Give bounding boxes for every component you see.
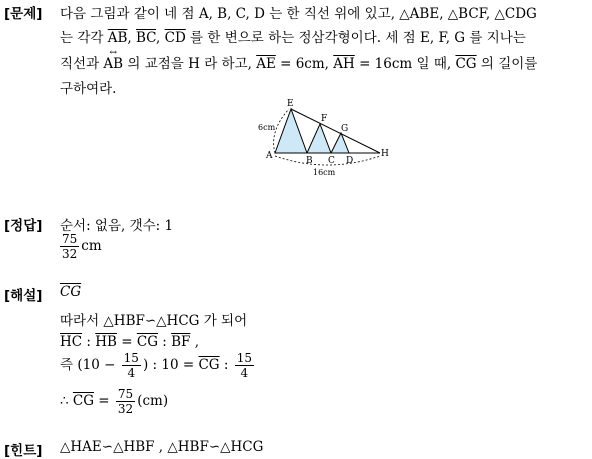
label-d: D bbox=[346, 156, 354, 166]
text: 즉 (10 − bbox=[60, 357, 120, 373]
triangle-abe bbox=[275, 109, 307, 153]
segment-ae: $\overline{AE}$ bbox=[256, 56, 276, 72]
denominator: 32 bbox=[117, 402, 134, 416]
text: = bbox=[116, 334, 137, 350]
segment-cg: $\overline{CG}$ bbox=[455, 56, 477, 72]
triangle-figure bbox=[255, 96, 395, 178]
answer-line-1: 순서: 없음, 갯수: 1 bbox=[60, 218, 174, 234]
text: = 6cm, bbox=[275, 56, 334, 72]
line-ab-label: AB bbox=[103, 56, 124, 72]
text: 의 교점을 H 라 하고, bbox=[123, 56, 257, 72]
text: ) : 10 = bbox=[142, 357, 199, 373]
solution-line-3 bbox=[60, 351, 256, 380]
therefore-symbol: ∴ bbox=[60, 393, 73, 409]
numerator: 75 bbox=[117, 387, 134, 401]
side-length-label: 6cm bbox=[258, 123, 276, 132]
denominator: 4 bbox=[127, 366, 136, 380]
fraction bbox=[235, 351, 254, 380]
hint-tag: [힌트] bbox=[4, 443, 43, 459]
unit: cm bbox=[81, 238, 102, 254]
numerator: 75 bbox=[62, 232, 78, 246]
solution-line-2 bbox=[60, 334, 199, 350]
text: , bbox=[127, 30, 136, 46]
numerator: 15 bbox=[123, 351, 139, 365]
answer-value bbox=[60, 232, 102, 261]
segment-cg: $\overline{CG}$ bbox=[72, 393, 95, 409]
solution-head: $\overline{CG}$ bbox=[60, 284, 82, 300]
problem-tag: [문제] bbox=[4, 6, 43, 22]
segment-ah: $\overline{AH}$ bbox=[333, 56, 355, 72]
denominator: 32 bbox=[62, 247, 78, 261]
solution-tag: [해설] bbox=[4, 288, 43, 304]
label-f: F bbox=[321, 114, 328, 124]
text: , bbox=[156, 30, 165, 46]
label-h: H bbox=[381, 149, 389, 159]
triangle-bcf bbox=[307, 124, 331, 153]
problem-line-3 bbox=[60, 48, 538, 72]
text: = 16cm 일 때, bbox=[354, 56, 456, 72]
text: : bbox=[219, 357, 233, 373]
segment-cg: $\overline{CG}$ bbox=[198, 357, 220, 373]
line-ab bbox=[103, 48, 124, 72]
label-b: B bbox=[306, 156, 313, 166]
fraction bbox=[116, 387, 135, 416]
text: 의 길이를 bbox=[476, 56, 538, 72]
text: 는 각각 bbox=[60, 30, 108, 46]
problem-line-2 bbox=[60, 26, 526, 46]
label-a: A bbox=[266, 151, 273, 161]
solution-line-4 bbox=[60, 387, 168, 416]
text: : bbox=[157, 334, 172, 350]
label-c: C bbox=[328, 156, 335, 166]
answer-tag: [정답] bbox=[4, 218, 43, 234]
double-arrow-icon: ↔ bbox=[109, 48, 118, 58]
numerator: 15 bbox=[236, 351, 252, 365]
problem-line-4: 구하여라. bbox=[60, 81, 117, 97]
label-g: G bbox=[341, 124, 349, 134]
unit: (cm) bbox=[137, 393, 169, 409]
segment-bf: $\overline{BF}$ bbox=[171, 334, 191, 350]
denominator: 4 bbox=[240, 366, 249, 380]
text: : bbox=[82, 334, 96, 350]
segment-hc: $\overline{HC}$ bbox=[60, 334, 83, 350]
answer-fraction bbox=[60, 232, 79, 261]
hint-text: △HAE∽△HBF , △HBF∽△HCG bbox=[60, 439, 264, 455]
segment-hb: $\overline{HB}$ bbox=[95, 334, 117, 350]
segment-ab: $\overline{AB}$ bbox=[107, 30, 128, 46]
text: , bbox=[190, 334, 200, 350]
text: 를 한 변으로 하는 정삼각형이다. 세 점 E, F, G 를 지나는 bbox=[185, 30, 526, 46]
segment-bc: $\overline{BC}$ bbox=[135, 30, 157, 46]
label-e: E bbox=[287, 99, 294, 109]
problem-line-1: 다음 그림과 같이 네 점 A, B, C, D 는 한 직선 위에 있고, △ABE, △BCF, △CDG bbox=[60, 6, 537, 22]
segment-cg: $\overline{CG}$ bbox=[136, 334, 158, 350]
text: = bbox=[94, 393, 114, 409]
text: 직선과 bbox=[60, 56, 104, 72]
solution-line-1: 따라서 △HBF∽△HCG 가 되어 bbox=[60, 313, 248, 329]
segment-cd: $\overline{CD}$ bbox=[164, 30, 186, 46]
fraction bbox=[122, 351, 141, 380]
base-length-label: 16cm bbox=[313, 168, 336, 177]
